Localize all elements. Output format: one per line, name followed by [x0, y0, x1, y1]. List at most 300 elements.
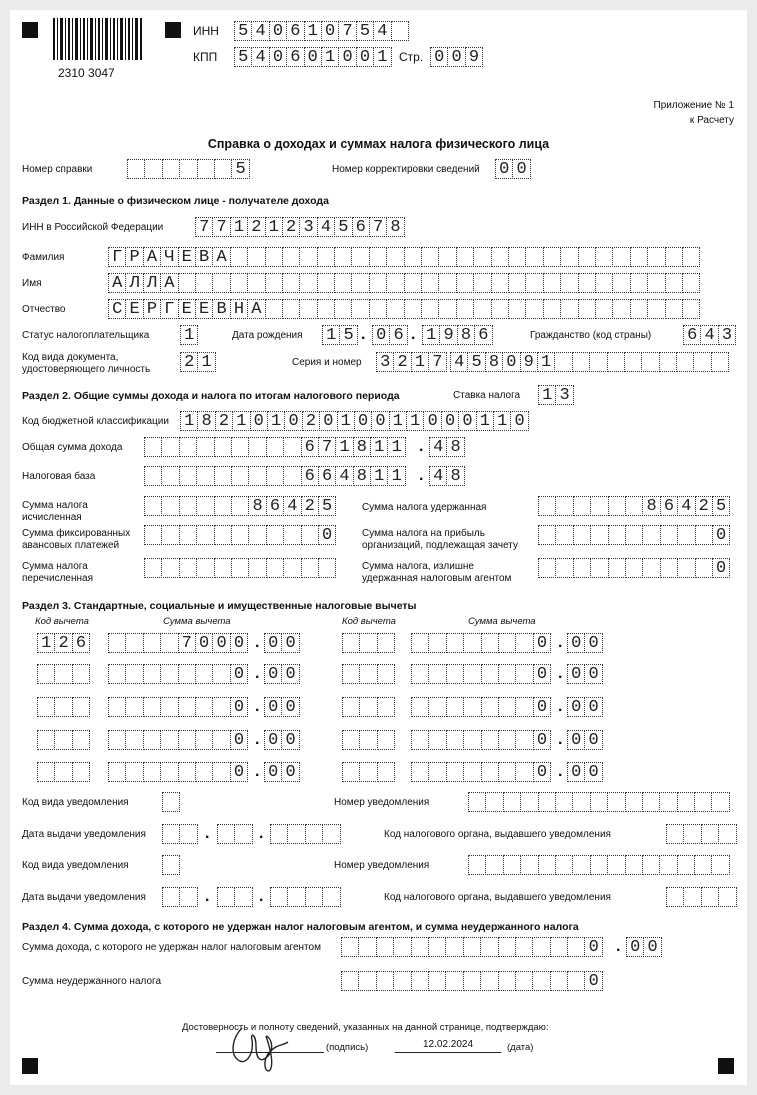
char-cell: 1 — [537, 352, 555, 372]
deduction-amount-cells — [108, 664, 247, 684]
char-cell — [283, 466, 301, 486]
char-cell — [481, 697, 499, 717]
char-cell: А — [212, 247, 230, 267]
income-int-cells — [144, 437, 405, 457]
deduction-decimal-cells — [264, 730, 299, 750]
char-cell — [677, 558, 695, 578]
char-cell — [572, 855, 590, 875]
char-cell: Е — [125, 299, 143, 319]
char-cell — [248, 558, 266, 578]
char-cell — [144, 558, 162, 578]
deduction-code-cells — [37, 633, 89, 653]
char-cell — [162, 887, 180, 907]
char-cell — [421, 273, 439, 293]
rate-label: Ставка налога — [453, 390, 521, 401]
char-cell: 0 — [372, 325, 390, 345]
char-cell — [463, 730, 481, 750]
char-cell: 0 — [584, 664, 602, 684]
char-cell — [376, 937, 394, 957]
char-cell — [543, 273, 561, 293]
char-cell — [54, 664, 72, 684]
char-cell — [411, 937, 429, 957]
char-cell — [525, 247, 543, 267]
decimal-point: . — [558, 665, 563, 682]
char-cell — [393, 971, 411, 991]
char-cell — [515, 697, 533, 717]
char-cell: 0 — [626, 937, 644, 957]
char-cell: 4 — [251, 21, 269, 41]
char-cell — [178, 664, 196, 684]
char-cell: 1 — [322, 325, 340, 345]
char-cell — [573, 558, 591, 578]
char-cell: 0 — [643, 937, 661, 957]
char-cell — [550, 971, 568, 991]
char-cell — [179, 466, 197, 486]
char-cell — [718, 824, 736, 844]
char-cell: 1 — [387, 466, 405, 486]
char-cell — [179, 159, 197, 179]
decimal-point: . — [616, 938, 621, 955]
char-cell — [515, 937, 533, 957]
char-cell: 0 — [354, 411, 372, 431]
decimal-point: . — [255, 731, 260, 748]
char-cell — [468, 792, 486, 812]
char-cell — [463, 971, 481, 991]
char-cell — [411, 730, 429, 750]
char-cell — [160, 762, 178, 782]
char-cell — [665, 247, 683, 267]
calc-cells — [144, 496, 335, 516]
char-cell — [369, 299, 387, 319]
char-cell — [265, 247, 283, 267]
char-cell — [282, 273, 300, 293]
char-cell — [659, 792, 677, 812]
char-cell — [393, 937, 411, 957]
char-cell — [508, 299, 526, 319]
char-cell — [498, 971, 516, 991]
char-cell: 0 — [321, 21, 339, 41]
char-cell: 6 — [352, 217, 370, 237]
deduction-decimal-cells — [264, 633, 299, 653]
char-cell — [578, 247, 596, 267]
char-cell — [196, 525, 214, 545]
withheld-cells — [538, 496, 729, 516]
excess-label: Сумма налога, излишне удержанная налоговым агентом — [362, 561, 512, 584]
char-cell: 1 — [406, 411, 424, 431]
patronymic-cells — [108, 299, 699, 319]
char-cell — [179, 437, 197, 457]
patronymic-label: Отчество — [22, 304, 66, 315]
char-cell — [217, 824, 235, 844]
char-cell — [543, 247, 561, 267]
char-cell — [247, 247, 265, 267]
char-cell: 0 — [195, 633, 213, 653]
char-cell: Л — [143, 273, 161, 293]
char-cell: 1 — [232, 411, 250, 431]
char-cell — [428, 762, 446, 782]
char-cell — [196, 437, 214, 457]
char-cell: 1 — [321, 47, 339, 67]
char-cell — [665, 299, 683, 319]
fixed-cells — [144, 525, 335, 545]
char-cell: 4 — [677, 496, 695, 516]
section1-title: Раздел 1. Данные о физическом лице - получателе дохода — [22, 195, 329, 207]
char-cell — [641, 352, 659, 372]
deduction-amount-cells — [411, 730, 550, 750]
char-cell — [161, 496, 179, 516]
char-cell: 0 — [512, 159, 530, 179]
char-cell — [178, 697, 196, 717]
char-cell — [625, 558, 643, 578]
char-cell — [693, 352, 711, 372]
char-cell — [572, 792, 590, 812]
correction-label: Номер корректировки сведений — [332, 164, 480, 175]
char-cell — [411, 633, 429, 653]
char-cell: 2 — [54, 633, 72, 653]
deduction-amount-cells — [108, 633, 247, 653]
char-cell: 8 — [386, 217, 404, 237]
char-cell — [572, 352, 590, 372]
char-cell — [404, 247, 422, 267]
status-label: Статус налогоплательщика — [22, 330, 150, 341]
char-cell: 8 — [642, 496, 660, 516]
char-cell: 7 — [178, 633, 196, 653]
char-cell: 6 — [301, 466, 319, 486]
char-cell — [560, 299, 578, 319]
notice-type-cells — [162, 855, 179, 875]
notice-date-label: Дата выдачи уведомления — [22, 829, 146, 840]
char-cell — [37, 697, 55, 717]
char-cell: 0 — [264, 633, 282, 653]
calc-label: Сумма налога исчисленная — [22, 500, 88, 523]
char-cell: 5 — [234, 21, 252, 41]
char-cell — [555, 792, 573, 812]
date-separator: . — [411, 326, 416, 343]
date-separator: . — [205, 888, 210, 905]
decimal-point: . — [255, 698, 260, 715]
deduction-decimal-cells — [264, 762, 299, 782]
char-cell — [369, 247, 387, 267]
char-cell — [160, 730, 178, 750]
char-cell: 1 — [304, 21, 322, 41]
deduction-amount-cells — [108, 762, 247, 782]
char-cell — [143, 762, 161, 782]
barcode — [53, 18, 143, 68]
char-cell: 5 — [234, 47, 252, 67]
char-cell — [446, 730, 464, 750]
char-cell: 2 — [393, 352, 411, 372]
char-cell: Е — [195, 299, 213, 319]
char-cell — [491, 273, 509, 293]
deduction-decimal-cells — [567, 664, 602, 684]
char-cell — [515, 971, 533, 991]
char-cell: 0 — [495, 159, 513, 179]
char-cell — [625, 855, 643, 875]
notice-month-cells — [217, 887, 252, 907]
right-amount-header: Сумма вычета — [468, 616, 536, 627]
char-cell: 8 — [197, 411, 215, 431]
char-cell — [212, 273, 230, 293]
profit-label: Сумма налога на прибыль организаций, подлежащая зачету — [362, 528, 518, 551]
char-cell: 3 — [555, 385, 573, 405]
char-cell: 7 — [195, 217, 213, 237]
char-cell — [456, 247, 474, 267]
appendix-line2: к Расчету — [689, 115, 734, 126]
char-cell: 7 — [369, 217, 387, 237]
base-int-cells — [144, 466, 405, 486]
char-cell — [445, 971, 463, 991]
char-cell — [567, 971, 585, 991]
char-cell: Н — [230, 299, 248, 319]
char-cell: 0 — [567, 697, 585, 717]
char-cell — [283, 525, 301, 545]
char-cell: 6 — [389, 325, 407, 345]
char-cell: 1 — [373, 47, 391, 67]
char-cell — [161, 466, 179, 486]
char-cell — [694, 792, 712, 812]
char-cell: 0 — [284, 411, 302, 431]
char-cell: 6 — [474, 325, 492, 345]
char-cell — [456, 273, 474, 293]
char-cell: Е — [178, 247, 196, 267]
char-cell — [446, 633, 464, 653]
status-cells — [180, 325, 197, 345]
char-cell — [607, 792, 625, 812]
char-cell: 7 — [212, 217, 230, 237]
char-cell — [608, 525, 626, 545]
char-cell: 0 — [264, 664, 282, 684]
char-cell — [498, 937, 516, 957]
char-cell — [445, 937, 463, 957]
char-cell — [178, 273, 196, 293]
char-cell — [270, 824, 288, 844]
kbk-label: Код бюджетной классификации — [22, 416, 169, 427]
char-cell: 0 — [567, 664, 585, 684]
char-cell — [677, 855, 695, 875]
char-cell — [608, 496, 626, 516]
char-cell — [369, 273, 387, 293]
char-cell: 1 — [422, 325, 440, 345]
char-cell — [446, 762, 464, 782]
char-cell: 0 — [584, 971, 602, 991]
char-cell — [595, 273, 613, 293]
char-cell — [463, 664, 481, 684]
char-cell — [37, 762, 55, 782]
right-code-header: Код вычета — [342, 616, 396, 627]
char-cell: 6 — [286, 21, 304, 41]
char-cell: 7 — [338, 21, 356, 41]
char-cell: 8 — [446, 437, 464, 457]
char-cell — [660, 558, 678, 578]
char-cell — [125, 762, 143, 782]
char-cell: 9 — [439, 325, 457, 345]
char-cell — [428, 971, 446, 991]
tax-office-label: Код налогового органа, выдавшего уведомления — [384, 892, 611, 903]
char-cell — [590, 496, 608, 516]
char-cell: В — [212, 299, 230, 319]
char-cell: Р — [125, 247, 143, 267]
char-cell — [108, 730, 126, 750]
decimal-point: . — [255, 763, 260, 780]
series-label: Серия и номер — [292, 357, 362, 368]
char-cell — [54, 697, 72, 717]
char-cell — [428, 937, 446, 957]
char-cell — [694, 855, 712, 875]
char-cell: 1 — [411, 352, 429, 372]
base-label: Налоговая база — [22, 471, 96, 482]
char-cell — [342, 633, 360, 653]
notice-type-label: Код вида уведомления — [22, 797, 129, 808]
char-cell: 0 — [250, 411, 268, 431]
char-cell — [160, 697, 178, 717]
char-cell — [214, 466, 232, 486]
char-cell — [377, 730, 395, 750]
char-cell — [196, 558, 214, 578]
char-cell — [334, 299, 352, 319]
char-cell — [560, 247, 578, 267]
recipient-inn-cells — [195, 217, 404, 237]
char-cell: 0 — [584, 697, 602, 717]
char-cell — [480, 937, 498, 957]
char-cell — [54, 762, 72, 782]
signature — [222, 1024, 292, 1072]
char-cell: 2 — [215, 411, 233, 431]
decimal-point: . — [558, 634, 563, 651]
char-cell: Ч — [160, 247, 178, 267]
char-cell: Е — [178, 299, 196, 319]
char-cell — [498, 664, 516, 684]
char-cell — [659, 855, 677, 875]
date-separator: . — [205, 825, 210, 842]
deduction-code-cells — [342, 664, 394, 684]
char-cell — [377, 762, 395, 782]
char-cell — [555, 855, 573, 875]
char-cell — [195, 273, 213, 293]
char-cell — [161, 437, 179, 457]
char-cell: 8 — [353, 437, 371, 457]
char-cell — [695, 558, 713, 578]
char-cell: 4 — [450, 352, 468, 372]
deduction-amount-cells — [108, 730, 247, 750]
decimal-point: . — [558, 763, 563, 780]
char-cell: 4 — [283, 496, 301, 516]
char-cell — [630, 273, 648, 293]
deduction-code-cells — [37, 664, 89, 684]
char-cell — [573, 525, 591, 545]
char-cell — [217, 887, 235, 907]
char-cell — [287, 887, 305, 907]
deduction-amount-cells — [411, 633, 550, 653]
char-cell: 0 — [319, 411, 337, 431]
char-cell — [590, 792, 608, 812]
char-cell — [567, 937, 585, 957]
deduction-code-cells — [342, 762, 394, 782]
char-cell: 0 — [230, 633, 248, 653]
char-cell: 2 — [301, 496, 319, 516]
char-cell: 4 — [251, 47, 269, 67]
char-cell — [701, 824, 719, 844]
char-cell — [317, 299, 335, 319]
char-cell — [195, 664, 213, 684]
char-cell — [554, 352, 572, 372]
char-cell: 5 — [467, 352, 485, 372]
birth-year-cells — [422, 325, 492, 345]
char-cell — [481, 664, 499, 684]
deduction-amount-cells — [108, 697, 247, 717]
char-cell — [231, 496, 249, 516]
birth-day-cells — [322, 325, 357, 345]
char-cell — [351, 247, 369, 267]
cert-number-label: Номер справки — [22, 164, 93, 175]
left-amount-header: Сумма вычета — [163, 616, 231, 627]
char-cell — [125, 633, 143, 653]
char-cell: 0 — [338, 47, 356, 67]
char-cell — [428, 633, 446, 653]
char-cell — [265, 273, 283, 293]
char-cell — [179, 824, 197, 844]
char-cell — [376, 971, 394, 991]
char-cell — [125, 664, 143, 684]
recipient-inn-label: ИНН в Российской Федерации — [22, 222, 164, 233]
date-line — [395, 1052, 501, 1053]
char-cell: 0 — [230, 762, 248, 782]
char-cell: 0 — [567, 633, 585, 653]
char-cell — [404, 273, 422, 293]
deduction-code-cells — [37, 730, 89, 750]
char-cell — [143, 664, 161, 684]
char-cell — [214, 437, 232, 457]
doc-code-cells — [180, 352, 215, 372]
char-cell: 4 — [429, 437, 447, 457]
char-cell: 0 — [567, 730, 585, 750]
char-cell: 0 — [712, 558, 730, 578]
transferred-cells — [144, 558, 335, 578]
char-cell — [642, 525, 660, 545]
char-cell — [578, 299, 596, 319]
char-cell — [532, 971, 550, 991]
char-cell — [266, 466, 284, 486]
char-cell — [322, 887, 340, 907]
char-cell: 8 — [353, 466, 371, 486]
char-cell — [125, 697, 143, 717]
char-cell — [590, 558, 608, 578]
char-cell — [72, 697, 90, 717]
char-cell — [265, 299, 283, 319]
char-cell: 1 — [476, 411, 494, 431]
notice-day-cells — [162, 887, 197, 907]
char-cell — [341, 937, 359, 957]
char-cell: 1 — [230, 217, 248, 237]
citizenship-cells — [683, 325, 735, 345]
char-cell — [72, 730, 90, 750]
deduction-decimal-cells — [567, 762, 602, 782]
date-label: (дата) — [507, 1042, 534, 1053]
char-cell — [125, 730, 143, 750]
tax-office-cells — [666, 824, 736, 844]
corner-marker — [22, 22, 38, 38]
char-cell — [248, 466, 266, 486]
char-cell: 0 — [230, 697, 248, 717]
char-cell: 0 — [269, 21, 287, 41]
char-cell — [359, 633, 377, 653]
deduction-code-cells — [342, 697, 394, 717]
char-cell — [212, 730, 230, 750]
char-cell: 0 — [423, 411, 441, 431]
char-cell — [625, 792, 643, 812]
char-cell — [283, 558, 301, 578]
notice-type-label: Код вида уведомления — [22, 860, 129, 871]
char-cell — [359, 664, 377, 684]
